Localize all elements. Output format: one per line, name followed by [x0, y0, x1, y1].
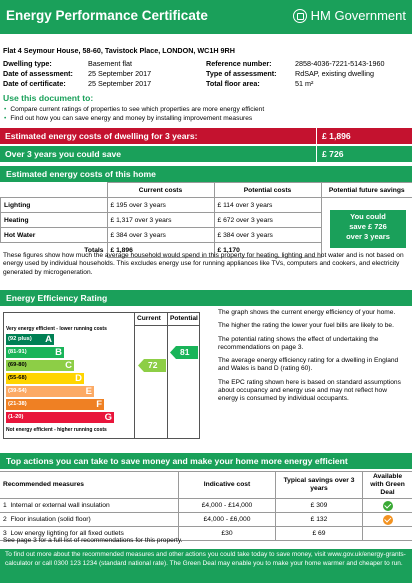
- rating-band-a: [6, 334, 54, 345]
- potential-rating-arrow: [170, 346, 198, 359]
- totals-current: £ 1,896: [107, 243, 214, 258]
- measure-label: Floor insulation (solid floor): [10, 516, 91, 523]
- band-range: (21-38): [8, 401, 27, 407]
- check-icon: [383, 501, 393, 511]
- assessment-type-label: Type of assessment:: [206, 69, 277, 78]
- estimated-costs-label: Estimated energy costs of dwelling for 3 years:: [5, 131, 198, 141]
- floor-area-value: 51 m²: [295, 79, 314, 88]
- measure-number: 2: [3, 516, 7, 523]
- rating-band-d: [6, 373, 84, 384]
- potential-rating-value: 81: [180, 347, 190, 357]
- rating-band-c: [6, 360, 74, 371]
- table-row: [0, 513, 412, 527]
- rating-col-current: Current: [137, 315, 161, 322]
- reference-value: 2858-4036-7221-5143-1960: [295, 59, 385, 68]
- col-future-savings: Potential future savings: [321, 183, 412, 198]
- savings-box-line: You could: [350, 212, 386, 221]
- col-typical-savings: Typical savings over 3 years: [276, 472, 363, 499]
- green-deal-cell: [363, 527, 412, 541]
- date-certificate-label: Date of certificate:: [3, 79, 66, 88]
- savings-box: [330, 210, 406, 248]
- band-letter: C: [65, 360, 72, 371]
- use-doc-bullet: • Compare current ratings of properties to see which properties are more energy efficient: [4, 105, 264, 114]
- measure-saving: £ 132: [276, 513, 363, 527]
- divider: [316, 146, 317, 162]
- rating-text: The potential rating shows the effect of undertaking the recommendations on page 3.: [218, 335, 379, 351]
- rating-top-note: Very energy efficient - lower running costs: [6, 326, 107, 332]
- col-current-costs: Current costs: [107, 183, 214, 198]
- measure-saving: £ 309: [276, 499, 363, 513]
- costs-corner: [1, 183, 108, 198]
- measure-number: 1: [3, 502, 7, 509]
- divider: [316, 128, 317, 144]
- rating-text: The average energy efficiency rating for a dwelling in England and Wales is band D (rating 60).: [218, 357, 399, 373]
- footer-text: To find out more about the recommended measures and other actions you could take today to save money, visit www.gov.uk/energy-grants-calculator or call 0300 123 1234 (standard national rate). The Green Deal may enable you to make your home warmer and cheaper to run.: [5, 551, 406, 567]
- assessment-type-value: RdSAP, existing dwelling: [295, 69, 374, 78]
- row-name: Heating: [1, 213, 108, 228]
- savings-value: £ 726: [322, 149, 344, 159]
- band-range: (69-80): [8, 362, 27, 368]
- divider: [167, 313, 168, 438]
- gov-label: HM Government: [310, 8, 406, 23]
- footer-bar: [0, 549, 412, 583]
- band-letter: F: [96, 399, 102, 410]
- use-doc-bullet: • Find out how you can save energy and money by installing improvement measures: [4, 114, 264, 123]
- band-range: (39-54): [8, 388, 27, 394]
- row-current: £ 384 over 3 years: [107, 228, 214, 243]
- measure-number: 3: [3, 530, 7, 537]
- date-certificate-value: 25 September 2017: [88, 79, 152, 88]
- property-address: Flat 4 Seymour House, 58-60, Tavistock Place, LONDON, WC1H 9RH: [3, 46, 235, 55]
- costs-section-heading: [0, 166, 412, 182]
- current-rating-arrow: [138, 359, 166, 372]
- measure-cost: £30: [179, 527, 276, 541]
- band-range: (81-91): [8, 349, 27, 355]
- savings-box-line: save £ 726: [349, 222, 387, 231]
- use-doc-list: [4, 105, 264, 123]
- measure-name: [0, 499, 179, 513]
- green-deal-cell: [363, 499, 412, 513]
- measure-cost: £4,000 - £6,000: [179, 513, 276, 527]
- band-range: (92 plus): [8, 336, 32, 342]
- row-potential: £ 384 over 3 years: [214, 228, 321, 243]
- costs-heading-text: Estimated energy costs of this home: [6, 169, 156, 179]
- reference-label: Reference number:: [206, 59, 272, 68]
- rating-text: The graph shows the current energy efficiency of your home.: [218, 309, 396, 316]
- efficiency-heading-text: Energy Efficiency Rating: [6, 293, 108, 303]
- use-doc-heading: Use this document to:: [3, 93, 94, 103]
- row-current: £ 1,317 over 3 years: [107, 213, 214, 228]
- band-range: (55-68): [8, 375, 27, 381]
- totals-potential: £ 1,170: [214, 243, 321, 258]
- rating-band-f: [6, 399, 104, 410]
- dwelling-type-label: Dwelling type:: [3, 59, 52, 68]
- rating-text: The EPC rating shown here is based on standard assumptions about occupancy and energy use and may not reflect how energy is consumed by individual occupants.: [218, 378, 401, 403]
- savings-bar: [0, 146, 412, 162]
- row-potential: £ 672 over 3 years: [214, 213, 321, 228]
- rating-text: The higher the rating the lower your fuel bills are likely to be.: [218, 322, 394, 330]
- measure-saving: £ 69: [276, 527, 363, 541]
- table-row: [0, 499, 412, 513]
- see-page-note: See page 3 for a full list of recommendations for this property.: [3, 537, 183, 544]
- band-letter: E: [85, 386, 92, 397]
- estimated-costs-value: £ 1,896: [322, 131, 351, 141]
- header-bar: [0, 0, 412, 34]
- divider: [134, 313, 135, 438]
- measure-label: Low energy lighting for all fixed outlets: [10, 530, 124, 537]
- green-deal-cell: [363, 513, 412, 527]
- row-name: Hot Water: [1, 228, 108, 243]
- gov-brand: [293, 8, 406, 23]
- rating-col-potential: Potential: [170, 315, 198, 322]
- rating-band-g: [6, 412, 114, 423]
- date-assessment-label: Date of assessment:: [3, 69, 73, 78]
- actions-section-heading: [0, 453, 412, 469]
- band-letter: A: [45, 334, 52, 345]
- crest-icon: [293, 9, 307, 23]
- rating-bottom-note: Not energy efficient - higher running costs: [6, 427, 107, 433]
- measure-name: [0, 513, 179, 527]
- col-measures: Recommended measures: [0, 472, 179, 499]
- costs-note: These figures show how much the average household would spend in this property for heating, lighting and hot water and is not based on energy used by individual households. This excludes energy use for running appliances like TVs, computers and cookers, and electricity generated by microgeneration.: [3, 252, 404, 276]
- rating-band-e: [6, 386, 94, 397]
- row-current: £ 195 over 3 years: [107, 198, 214, 213]
- savings-box-line: over 3 years: [346, 232, 390, 241]
- efficiency-section-heading: [0, 290, 412, 306]
- actions-table: [0, 471, 412, 541]
- row-name: Lighting: [1, 198, 108, 213]
- totals-label: Totals: [1, 243, 108, 258]
- current-rating-value: 72: [148, 360, 158, 370]
- estimated-costs-bar: [0, 128, 412, 144]
- band-letter: D: [75, 373, 82, 384]
- divider: [134, 325, 199, 326]
- band-range: (1-20): [8, 414, 24, 420]
- col-green-deal: Available with Green Deal: [363, 472, 412, 499]
- band-letter: G: [104, 412, 112, 423]
- rating-chart: [3, 312, 200, 439]
- savings-label: Over 3 years you could save: [5, 149, 122, 159]
- dwelling-type-value: Basement flat: [88, 59, 132, 68]
- band-letter: B: [55, 347, 62, 358]
- check-icon: [383, 515, 393, 525]
- rating-explanation: [218, 309, 408, 404]
- date-assessment-value: 25 September 2017: [88, 69, 152, 78]
- rating-band-b: [6, 347, 64, 358]
- row-potential: £ 114 over 3 years: [214, 198, 321, 213]
- actions-heading-text: Top actions you can take to save money and make your home more energy efficient: [6, 456, 348, 466]
- page-title: Energy Performance Certificate: [6, 8, 208, 23]
- measure-label: Internal or external wall insulation: [10, 502, 110, 509]
- col-potential-costs: Potential costs: [214, 183, 321, 198]
- col-indicative-cost: Indicative cost: [179, 472, 276, 499]
- measure-cost: £4,000 - £14,000: [179, 499, 276, 513]
- floor-area-label: Total floor area:: [206, 79, 260, 88]
